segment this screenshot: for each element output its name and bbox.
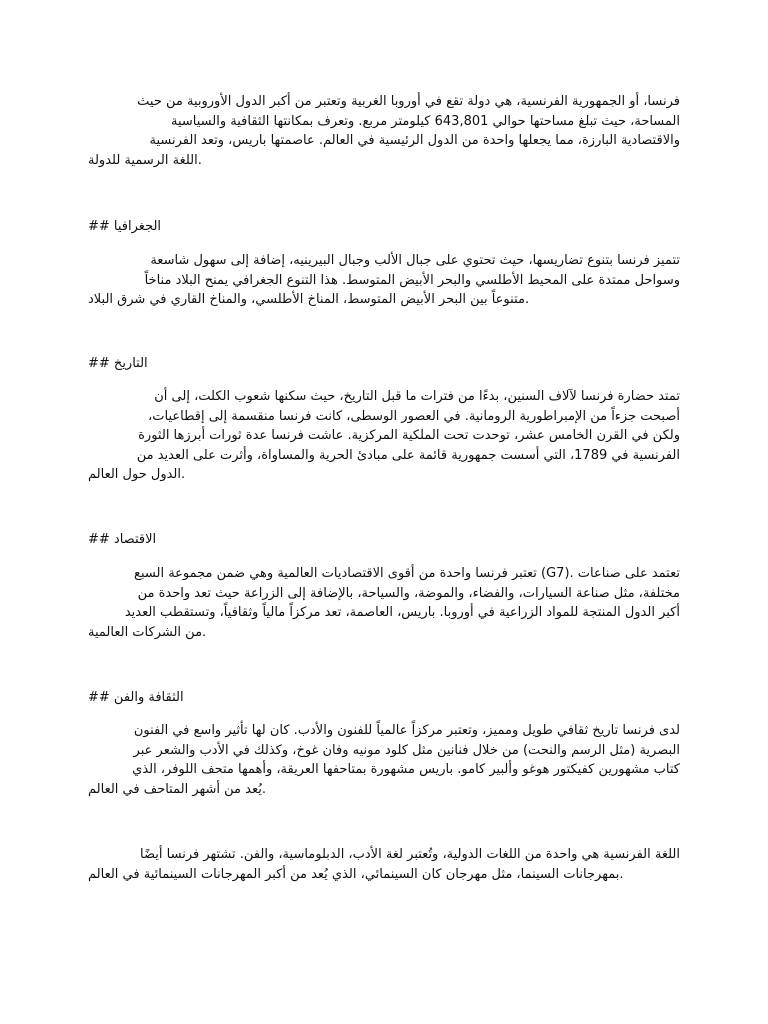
language-paragraph [88,845,680,884]
text-line: المساحة، حيث تبلغ مساحتها حوالي 643,801 كيلومتر مربع. وتعرف بمكانتها الثقافية والسياسية [171,113,680,129]
text-line: البصرية (مثل الرسم والنحت) من خلال فنانين مثل كلود مونيه وفان غوخ، وكذلك في الأدب والشعر عبر [133,742,680,758]
section-heading-culture [88,688,680,708]
culture-paragraph [88,721,680,799]
text-line: اللغة الفرنسية هي واحدة من اللغات الدولية، وتُعتبر لغة الأدب، الدبلوماسية، والفن. تشتهر فرنسا أيضًا [140,847,680,862]
text-line: .بمهرجانات السينما، مثل مهرجان كان السينمائي، الذي يُعد من أكبر المهرجانات السينمائية في العالم [88,866,624,882]
text-line: أصبحت جزءاً من الإمبراطورية الرومانية. في العصور الوسطى، كانت فرنسا منقسمة إلى إقطاعيات، [148,408,680,424]
history-paragraph [88,387,680,485]
text-line: تمتد حضارة فرنسا لآلاف السنين، بدءًا من فترات ما قبل التاريخ، حيث سكنها شعوب الكلت، إلى أن [154,389,680,404]
section-heading: ## التاريخ [88,356,148,371]
text-line: .الدول حول العالم [88,467,186,482]
text-line: .اللغة الرسمية للدولة [88,152,202,168]
text-line: فرنسا، أو الجمهورية الفرنسية، هي دولة تقع في أوروبا الغربية وتعتبر من أكبر الدول الأوروبية من حيث [137,94,680,109]
text-line: .من الشركات العالمية [88,624,207,640]
text-line: لدى فرنسا تاريخ ثقافي طويل ومميز، وتعتبر مركزاً عالمياً للفنون والأدب. كان لها تأثير واسع في الفنون [133,723,680,738]
text-line: كتاب مشهورين كفيكتور هوغو وألبير كامو. باريس مشهورة بمتاحفها العريقة، وأهمها متحف اللوفر، الذي [132,762,680,777]
section-heading-economy [88,530,680,550]
text-line: .يُعد من أشهر المتاحف في العالم [88,781,266,797]
text-line: تعتمد على صناعات .(G7) تعتبر فرنسا واحدة من أقوى الاقتصاديات العالمية وهي ضمن مجموعة السبع [134,566,680,581]
text-line: مختلفة، مثل صناعة السيارات، والفضاء، والموضة، والسياحة، بالإضافة إلى الزراعة حيث تعد واحدة من [137,585,680,601]
intro-paragraph [88,92,680,170]
section-heading: ## الاقتصاد [88,532,157,547]
geography-paragraph [88,251,680,310]
text-line: والاقتصادية البارزة، مما يجعلها واحدة من الدول الرئيسية في العالم. عاصمتها باريس، وتعد الفرنسية [149,133,680,148]
section-heading: ## الثقافة والفن [88,690,184,705]
text-line: الفرنسية في 1789، التي أسست جمهورية قائمة على مبادئ الحرية والمساواة، وأثرت على العديد من [136,447,680,463]
text-line: .متنوعاً بين البحر الأبيض المتوسط، المناخ الأطلسي، والمناخ القاري في شرق البلاد [88,292,530,307]
text-line: ولكن في القرن الخامس عشر، توحدت تحت الملكية المركزية. عاشت فرنسا عدة ثورات أبرزها الثورة [138,428,680,443]
section-heading-history [88,354,680,374]
economy-paragraph [88,564,680,642]
text-line: وسواحل ممتدة على المحيط الأطلسي والبحر الأبيض المتوسط. هذا التنوع الجغرافي يمنح البلاد مناخاً [144,272,680,288]
section-heading: ## الجغرافيا [88,219,162,234]
text-line: أكبر الدول المنتجة للمواد الزراعية في أوروبا. باريس، العاصمة، تعد مركزاً مالياً وثقافياً، وتستقطب العديد [124,605,680,620]
section-heading-geography [88,217,680,237]
text-line: تتميز فرنسا بتنوع تضاريسها، حيث تحتوي على جبال الألب وجبال البيرينيه، إضافة إلى سهول شاسعة [150,253,680,268]
